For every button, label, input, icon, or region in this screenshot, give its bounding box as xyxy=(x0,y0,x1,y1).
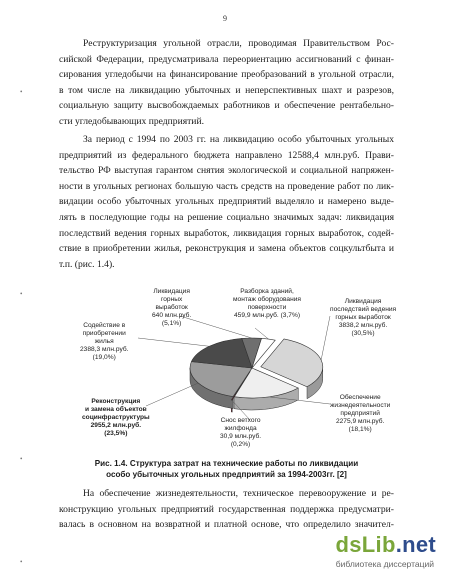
text-line: видации особо убыточных угольных предприятий выделяло и намерено выде- xyxy=(59,196,394,208)
slice-label-name: жилфонда xyxy=(224,425,257,432)
slice-label-name: жизнедеятельности xyxy=(330,402,391,409)
watermark-subtitle: библиотека диссертаций xyxy=(335,559,434,569)
pie-leader-line xyxy=(146,383,198,406)
figure-caption xyxy=(59,458,394,480)
text-line: последствий ведения горных выработок, ликвидация горных выработок, содей- xyxy=(59,227,394,239)
text-line: в том числе на ликвидацию убыточных и неперспективных шахт и разрезов, xyxy=(59,84,394,96)
watermark-logo: dsLib.net xyxy=(335,532,436,557)
slice-label-mine-workings xyxy=(152,288,191,328)
pie-leader-line xyxy=(255,328,268,339)
slice-label-percent: (23,5%) xyxy=(104,430,128,437)
slice-label-value: 30,9 млн.руб. xyxy=(220,433,262,440)
text-line: тельство РФ выступая гарантом снятия экологической и социальной напряжен- xyxy=(59,165,394,177)
slice-label-value: 2275,9 млн.руб. xyxy=(335,418,385,425)
margin-mark: • xyxy=(20,455,23,463)
text-line: конструкцию угольных предприятий государственная поддержка предусматри- xyxy=(59,503,394,515)
paragraph-2 xyxy=(59,132,394,272)
slice-label-demolition xyxy=(220,417,261,449)
slice-label-name: горных xyxy=(160,296,183,303)
text-line: Реструктуризация угольной отрасли, проводимая Правительством Рос- xyxy=(83,38,394,49)
slice-label-life-support xyxy=(330,394,390,434)
slice-label-consequences xyxy=(330,298,396,338)
text-line: предприятий из федерального бюджета направлено 12588,4 млн.руб. Прави- xyxy=(59,149,394,161)
slice-label-name: и замена объектов xyxy=(84,406,147,413)
slice-label-value: 2955,2 млн.руб. xyxy=(90,422,142,429)
slice-label-name: Снос ветхого xyxy=(220,417,261,424)
text-line: сирования угледобычи на финансирование преобразований в угольной отрасли, xyxy=(59,69,394,81)
slice-label-name: жилья xyxy=(94,338,114,345)
slice-label-name: Содействие в xyxy=(83,322,126,329)
slice-label-value: 459,9 млн.руб. (3,7%) xyxy=(233,312,301,319)
slice-label-name: приобретении xyxy=(82,330,126,337)
text-line: За период с 1994 по 2003 гг. на ликвидацию особо убыточных угольных xyxy=(83,134,394,145)
pie-chart xyxy=(80,286,410,458)
slice-label-name: Ликвидация xyxy=(153,288,190,295)
text-line: сийской Федерации, предусматривала переориентацию ассигнований с финан- xyxy=(59,53,394,65)
slice-label-housing xyxy=(80,322,128,362)
slice-label-name: Ликвидация xyxy=(344,298,382,305)
slice-label-reconstruction xyxy=(82,398,150,438)
watermark xyxy=(316,532,436,572)
slice-label-name: Обеспечение xyxy=(339,394,381,401)
slice-label-dismantling xyxy=(233,288,301,320)
slice-label-percent: (30,5%) xyxy=(351,330,375,337)
slice-label-percent: (19,0%) xyxy=(92,354,116,361)
text-line: лять в последующие годы на решение социально значимых задач: ликвидация xyxy=(59,211,394,223)
slice-label-name: Разборка зданий, xyxy=(240,288,294,295)
text-line: т.п. (рис. 1.4). xyxy=(59,258,115,270)
slice-label-percent: (5,1%) xyxy=(161,320,182,327)
slice-label-name: горных выработок xyxy=(335,314,391,321)
slice-label-name: выработок xyxy=(155,304,188,311)
page-number: 9 xyxy=(223,14,227,23)
slice-label-name: последствий ведения xyxy=(330,306,397,313)
slice-label-percent: (0,2%) xyxy=(230,441,251,448)
slice-label-name: монтаж оборудования xyxy=(233,296,301,303)
margin-mark: • xyxy=(20,88,23,96)
text-line: ствие в приобретении жилья, реконструкция и замена объектов соцкультбыта и xyxy=(59,243,394,255)
text-line: На обеспечение жизнедеятельности, техническое перевооружение и ре- xyxy=(83,488,394,499)
caption-line: особо убыточных угольных предприятий за 1994-2003гг. [2] xyxy=(106,470,347,479)
text-line: сти угледобывающих предприятий. xyxy=(59,115,204,127)
caption-line: Рис. 1.4. Структура затрат на технические работы по ликвидации xyxy=(94,459,359,468)
text-line: социальную защиту высвобождаемых работников и обеспечение рентабельно- xyxy=(59,100,394,112)
margin-mark: • xyxy=(20,290,23,298)
slice-label-value: 2388,3 млн.руб. xyxy=(80,346,129,353)
paragraph-1 xyxy=(59,36,394,130)
slice-label-value: 640 млн.руб. xyxy=(152,312,192,319)
slice-label-name: социнфраструктуры xyxy=(82,414,150,421)
slice-label-name: Реконструкция xyxy=(91,398,141,405)
text-line: валась в основном на возвратной и платной основе, что определило значител- xyxy=(59,519,394,531)
paragraph-3 xyxy=(59,486,394,533)
slice-label-name: поверхности xyxy=(247,304,287,311)
pie-leader-line xyxy=(321,316,330,360)
slice-label-name: предприятий xyxy=(340,410,380,417)
slice-label-percent: (18,1%) xyxy=(348,426,372,433)
slice-label-value: 3838,2 млн.руб. xyxy=(338,322,388,329)
pie-leader-line xyxy=(138,338,209,346)
text-line: ности в угольных регионах большую часть средств на проведение работ по лик- xyxy=(59,180,394,192)
margin-mark: • xyxy=(20,558,23,566)
